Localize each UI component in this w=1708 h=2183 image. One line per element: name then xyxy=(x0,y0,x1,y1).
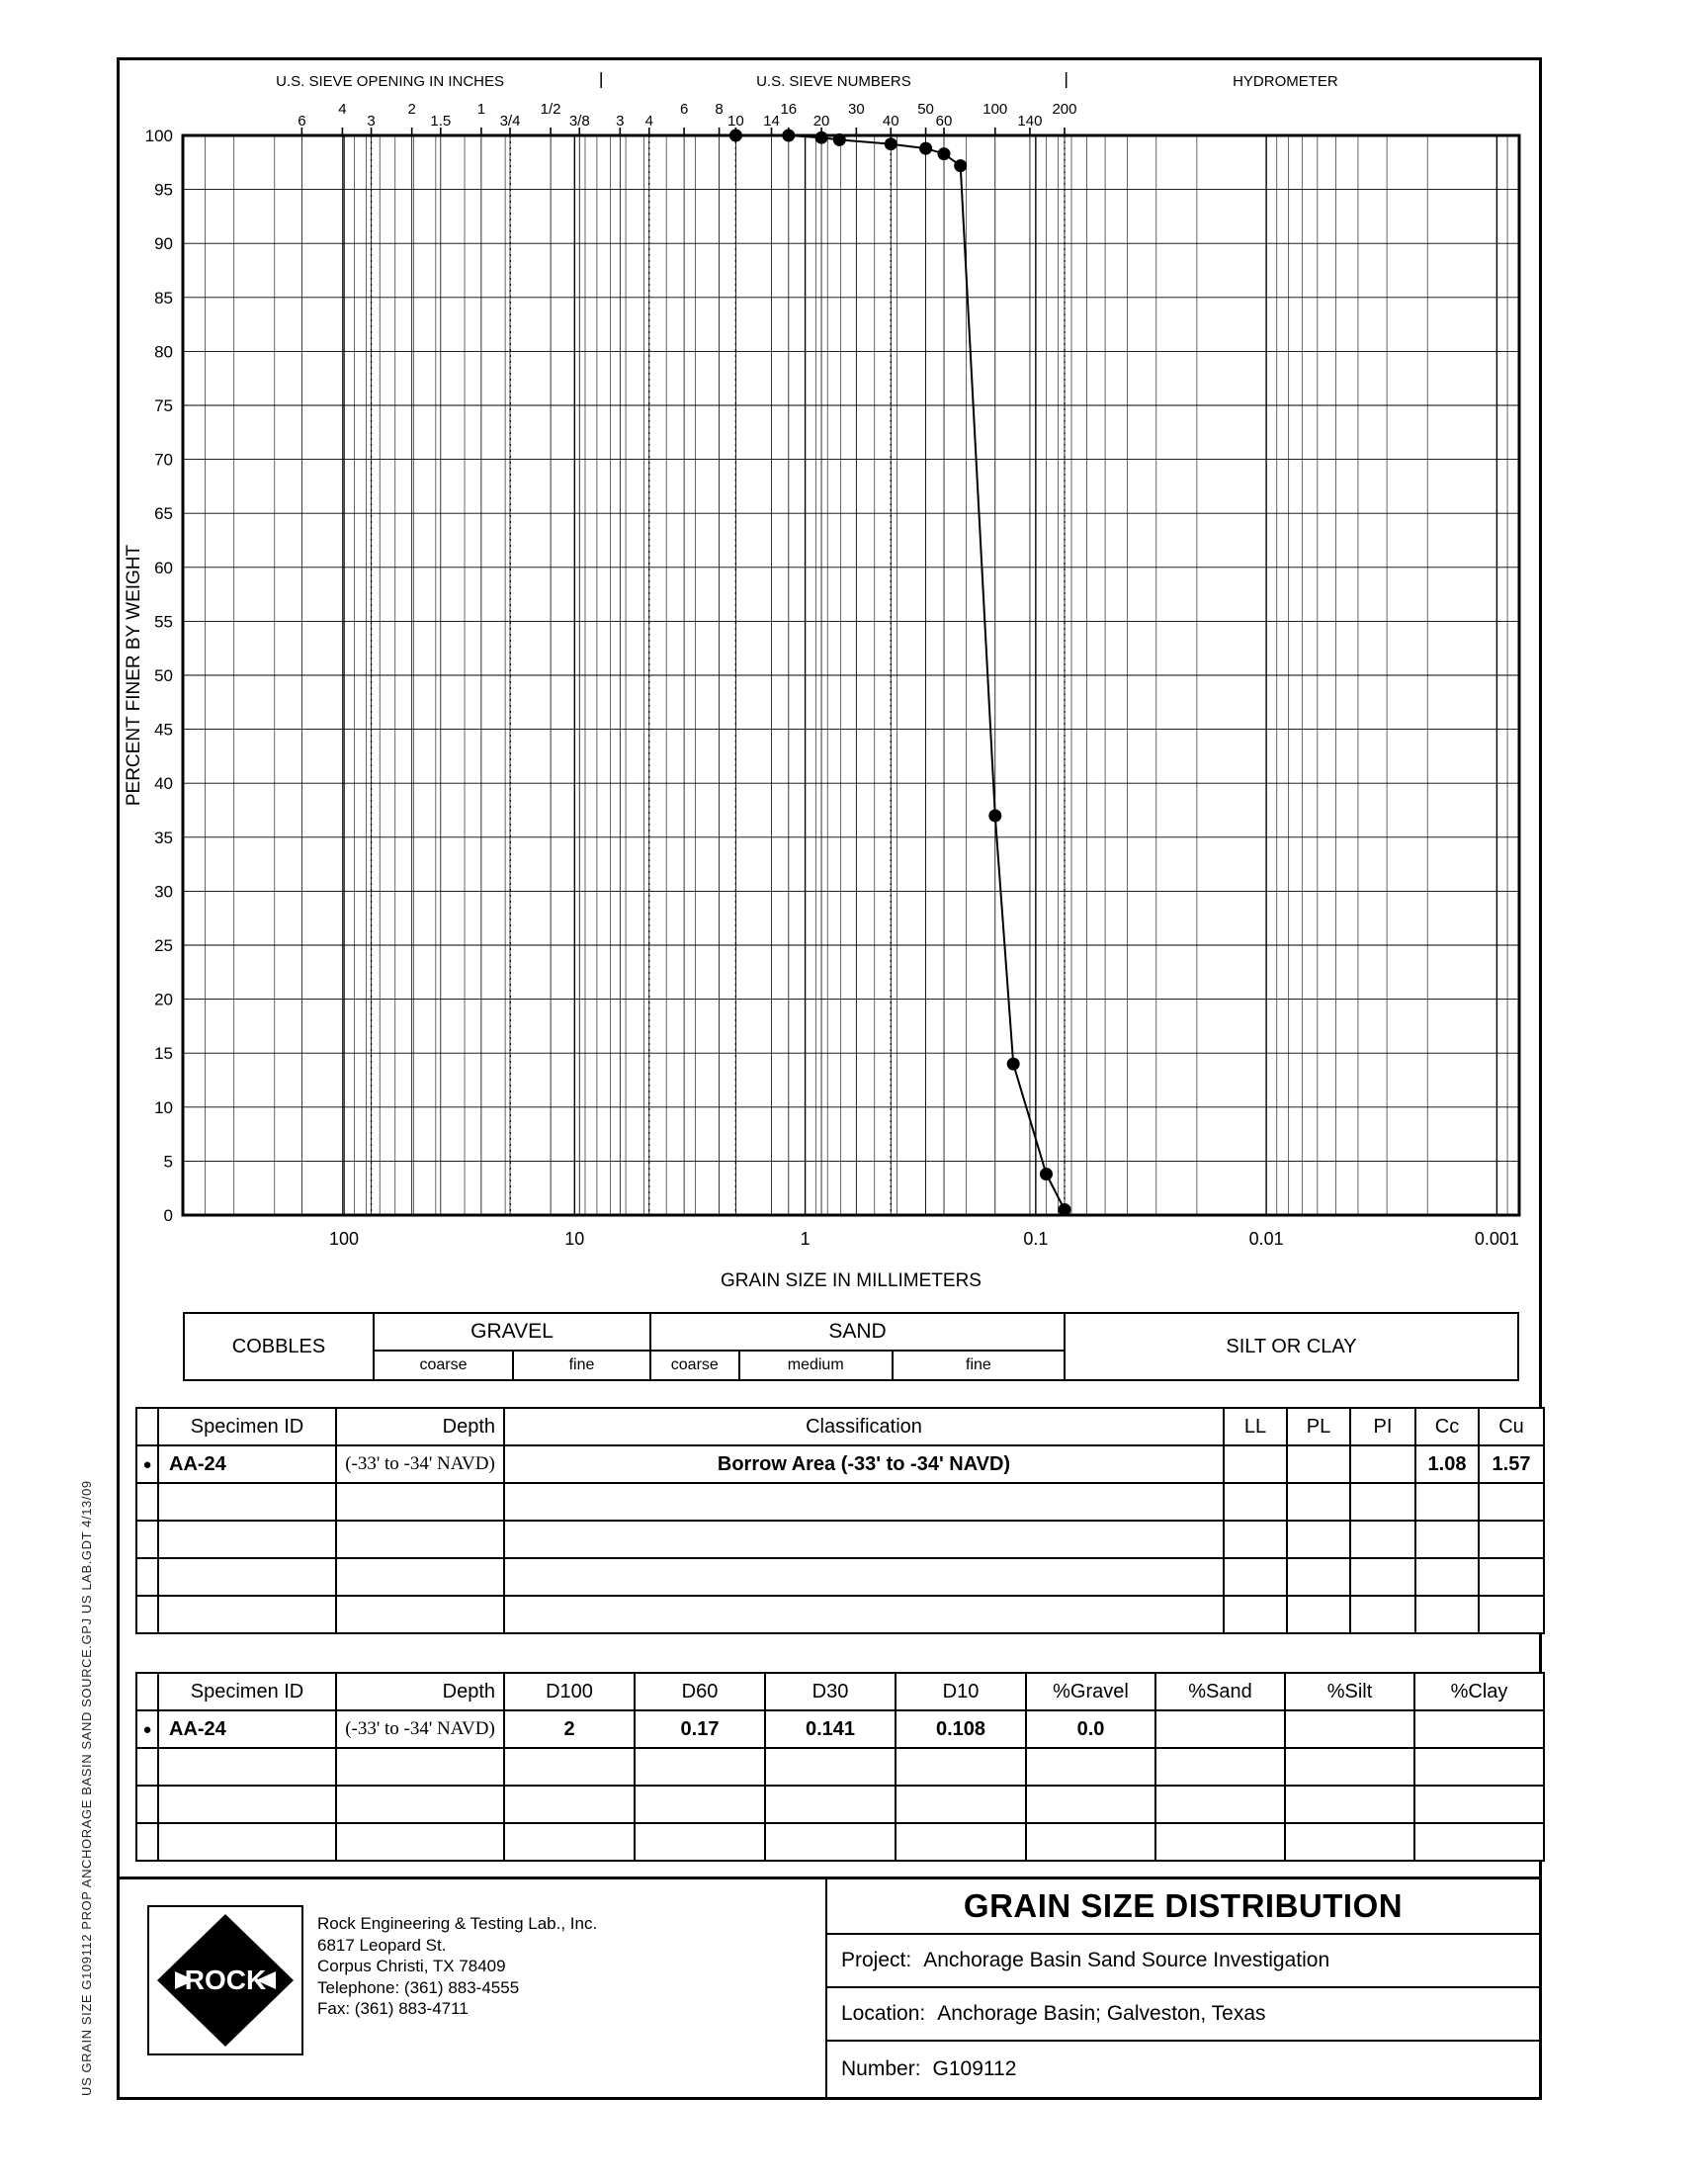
rock-logo-diamond-icon xyxy=(153,1910,298,2051)
company-fax: Fax: (361) 883-4711 xyxy=(317,1999,469,2018)
svg-text:0.01: 0.01 xyxy=(1248,1229,1284,1249)
svg-text:1: 1 xyxy=(800,1229,811,1249)
cell-sand xyxy=(1155,1710,1285,1748)
sheet-border xyxy=(117,57,1542,2100)
svg-text:60: 60 xyxy=(154,558,173,577)
svg-text:GRAIN SIZE IN MILLIMETERS: GRAIN SIZE IN MILLIMETERS xyxy=(721,1270,982,1291)
empty-row xyxy=(136,1596,1544,1633)
svg-text:0.001: 0.001 xyxy=(1474,1229,1519,1249)
cell-depth: (-33' to -34' NAVD) xyxy=(336,1710,504,1748)
title-block xyxy=(120,1877,1539,2097)
svg-text:U.S. SIEVE NUMBERS: U.S. SIEVE NUMBERS xyxy=(756,73,911,90)
cell-classification: Borrow Area (-33' to -34' NAVD) xyxy=(504,1445,1224,1483)
svg-text:35: 35 xyxy=(154,828,173,847)
svg-text:90: 90 xyxy=(154,234,173,254)
strip-group-silt-or-clay: SILT OR CLAY xyxy=(1064,1314,1517,1379)
rock-logo xyxy=(147,1905,303,2055)
empty-row xyxy=(136,1483,1544,1521)
column-header xyxy=(136,1408,158,1445)
svg-text:20: 20 xyxy=(812,113,830,130)
svg-text:PERCENT FINER BY WEIGHT: PERCENT FINER BY WEIGHT xyxy=(124,544,144,807)
svg-text:10: 10 xyxy=(154,1097,173,1117)
data-point xyxy=(885,137,897,150)
svg-text:75: 75 xyxy=(154,396,173,415)
svg-text:14: 14 xyxy=(763,113,780,130)
svg-text:16: 16 xyxy=(780,101,798,118)
column-header: D30 xyxy=(765,1673,896,1710)
svg-text:1: 1 xyxy=(476,101,486,118)
strip-sub-coarse: coarse xyxy=(419,1356,468,1373)
cell-d60: 0.17 xyxy=(635,1710,765,1748)
svg-text:70: 70 xyxy=(154,450,173,470)
cell-cu: 1.57 xyxy=(1479,1445,1544,1483)
svg-text:6: 6 xyxy=(679,101,689,118)
top-axis-bands xyxy=(276,72,1338,130)
column-header: Cc xyxy=(1415,1408,1479,1445)
cell-specimen_id: AA-24 xyxy=(158,1445,336,1483)
grain-size-classification-strip xyxy=(183,1312,1519,1381)
company-phone: Telephone: (361) 883-4555 xyxy=(317,1977,520,1997)
y-axis-title xyxy=(124,544,144,806)
location-label: Location: xyxy=(841,2002,926,2025)
svg-text:8: 8 xyxy=(715,101,724,118)
empty-row xyxy=(136,1748,1544,1786)
column-header: D10 xyxy=(896,1673,1026,1710)
company-address-block xyxy=(317,1913,597,2020)
company-city: Corpus Christi, TX 78409 xyxy=(317,1957,506,1975)
column-header: PL xyxy=(1287,1408,1350,1445)
column-header: Classification xyxy=(504,1408,1224,1445)
svg-text:6: 6 xyxy=(298,113,306,130)
data-point xyxy=(1040,1168,1053,1180)
number-row xyxy=(827,2042,1539,2097)
column-header: D60 xyxy=(635,1673,765,1710)
svg-text:HYDROMETER: HYDROMETER xyxy=(1233,73,1338,90)
data-point xyxy=(954,159,967,172)
svg-text:80: 80 xyxy=(154,342,173,362)
svg-text:3: 3 xyxy=(616,113,625,130)
svg-text:85: 85 xyxy=(154,288,173,307)
svg-text:4: 4 xyxy=(338,101,347,118)
strip-group-label: GRAVEL xyxy=(375,1314,649,1352)
data-point xyxy=(1007,1058,1020,1071)
row-marker: ● xyxy=(136,1445,158,1483)
data-point xyxy=(833,133,846,146)
svg-text:55: 55 xyxy=(154,612,173,632)
strip-sub-fine: fine xyxy=(512,1352,649,1379)
cell-pl xyxy=(1287,1445,1350,1483)
data-point xyxy=(919,142,932,155)
svg-text:100: 100 xyxy=(982,101,1008,118)
header-row xyxy=(136,1408,1544,1445)
x-axis-labels xyxy=(329,1229,1519,1249)
column-header: %Silt xyxy=(1285,1673,1414,1710)
cell-ll xyxy=(1224,1445,1287,1483)
svg-text:200: 200 xyxy=(1052,101,1077,118)
column-header: %Gravel xyxy=(1026,1673,1155,1710)
cell-cc: 1.08 xyxy=(1415,1445,1479,1483)
data-point xyxy=(988,810,1001,823)
company-street: 6817 Leopard St. xyxy=(317,1935,447,1955)
svg-text:4: 4 xyxy=(644,113,653,130)
cell-depth: (-33' to -34' NAVD) xyxy=(336,1445,504,1483)
svg-text:100: 100 xyxy=(144,127,173,145)
column-header: D100 xyxy=(504,1673,635,1710)
column-header xyxy=(136,1673,158,1710)
svg-text:3: 3 xyxy=(367,113,376,130)
strip-sub-coarse: coarse xyxy=(670,1356,719,1373)
svg-text:0: 0 xyxy=(163,1206,173,1225)
y-axis-labels xyxy=(145,127,173,1225)
cell-gravel: 0.0 xyxy=(1026,1710,1155,1748)
column-header: Depth xyxy=(336,1408,504,1445)
svg-text:95: 95 xyxy=(154,180,173,200)
svg-text:3/8: 3/8 xyxy=(568,113,590,130)
header-row xyxy=(136,1673,1544,1710)
project-row xyxy=(827,1935,1539,1988)
empty-row xyxy=(136,1521,1544,1558)
svg-text:50: 50 xyxy=(917,101,934,118)
strip-sub-medium: medium xyxy=(738,1352,892,1379)
svg-text:5: 5 xyxy=(163,1152,173,1172)
data-point xyxy=(938,147,951,160)
empty-row xyxy=(136,1823,1544,1861)
empty-row xyxy=(136,1786,1544,1823)
cell-silt xyxy=(1285,1710,1414,1748)
grid-horizontal xyxy=(183,135,1519,1215)
svg-text:U.S. SIEVE OPENING IN INCHES: U.S. SIEVE OPENING IN INCHES xyxy=(276,73,505,90)
strip-group-cobbles: COBBLES xyxy=(231,1335,326,1357)
column-header: Specimen ID xyxy=(158,1673,336,1710)
company-name: Rock Engineering & Testing Lab., Inc. xyxy=(317,1914,598,1933)
svg-text:10: 10 xyxy=(564,1229,585,1249)
svg-text:25: 25 xyxy=(154,936,173,955)
cell-specimen_id: AA-24 xyxy=(158,1710,336,1748)
svg-text:40: 40 xyxy=(154,774,173,794)
empty-row xyxy=(136,1558,1544,1596)
x-axis-title xyxy=(721,1270,982,1291)
cell-d10: 0.108 xyxy=(896,1710,1026,1748)
project-label: Project: xyxy=(841,1949,912,1971)
svg-text:2: 2 xyxy=(407,101,416,118)
column-header: %Sand xyxy=(1155,1673,1285,1710)
svg-text:10: 10 xyxy=(727,113,744,130)
svg-text:1/2: 1/2 xyxy=(540,101,561,118)
svg-text:15: 15 xyxy=(154,1044,173,1064)
classification-table xyxy=(135,1407,1545,1634)
column-header: LL xyxy=(1224,1408,1287,1445)
column-header: Cu xyxy=(1479,1408,1544,1445)
series-curve xyxy=(735,135,1065,1210)
data-row xyxy=(136,1710,1544,1748)
cell-clay xyxy=(1414,1710,1544,1748)
grain-size-chart xyxy=(120,60,1539,1306)
strip-group-label: SAND xyxy=(651,1314,1064,1352)
svg-text:20: 20 xyxy=(154,990,173,1009)
svg-text:0.1: 0.1 xyxy=(1023,1229,1049,1249)
report-title: GRAIN SIZE DISTRIBUTION xyxy=(827,1879,1539,1935)
cell-pi xyxy=(1350,1445,1415,1483)
svg-text:140: 140 xyxy=(1017,113,1043,130)
logo-text: ROCK xyxy=(184,1965,267,1995)
svg-text:60: 60 xyxy=(935,113,953,130)
data-point xyxy=(782,130,795,142)
sidebar-filename-text: US GRAIN SIZE G109112 PROP ANCHORAGE BASIN SAND SOURCE.GPJ US LAB.GDT 4/13/09 xyxy=(79,1480,94,2096)
strip-group-gravel xyxy=(373,1314,649,1379)
column-header: Specimen ID xyxy=(158,1408,336,1445)
row-marker: ● xyxy=(136,1710,158,1748)
svg-text:30: 30 xyxy=(847,101,865,118)
data-point xyxy=(815,131,828,144)
data-row xyxy=(136,1445,1544,1483)
column-header: Depth xyxy=(336,1673,504,1710)
data-point xyxy=(1059,1203,1071,1216)
project-value: Anchorage Basin Sand Source Investigation xyxy=(923,1949,1330,1971)
report-title-block xyxy=(825,1879,1539,2097)
svg-text:100: 100 xyxy=(329,1229,360,1249)
gradation-table xyxy=(135,1672,1545,1862)
svg-text:65: 65 xyxy=(154,504,173,524)
cell-d100: 2 xyxy=(504,1710,635,1748)
column-header: %Clay xyxy=(1414,1673,1544,1710)
svg-text:40: 40 xyxy=(882,113,899,130)
strip-sub-fine: fine xyxy=(892,1352,1064,1379)
svg-text:50: 50 xyxy=(154,666,173,685)
svg-text:1.5: 1.5 xyxy=(430,113,452,130)
number-value: G109112 xyxy=(932,2057,1017,2080)
strip-group-sand xyxy=(649,1314,1064,1379)
svg-text:30: 30 xyxy=(154,882,173,902)
svg-text:3/4: 3/4 xyxy=(499,113,521,130)
sieve-lines xyxy=(301,128,1065,1215)
svg-text:45: 45 xyxy=(154,720,173,740)
column-header: PI xyxy=(1350,1408,1415,1445)
data-point xyxy=(729,130,742,142)
location-row xyxy=(827,1988,1539,2042)
cell-d30: 0.141 xyxy=(765,1710,896,1748)
location-value: Anchorage Basin; Galveston, Texas xyxy=(937,2002,1266,2025)
number-label: Number: xyxy=(841,2057,921,2080)
